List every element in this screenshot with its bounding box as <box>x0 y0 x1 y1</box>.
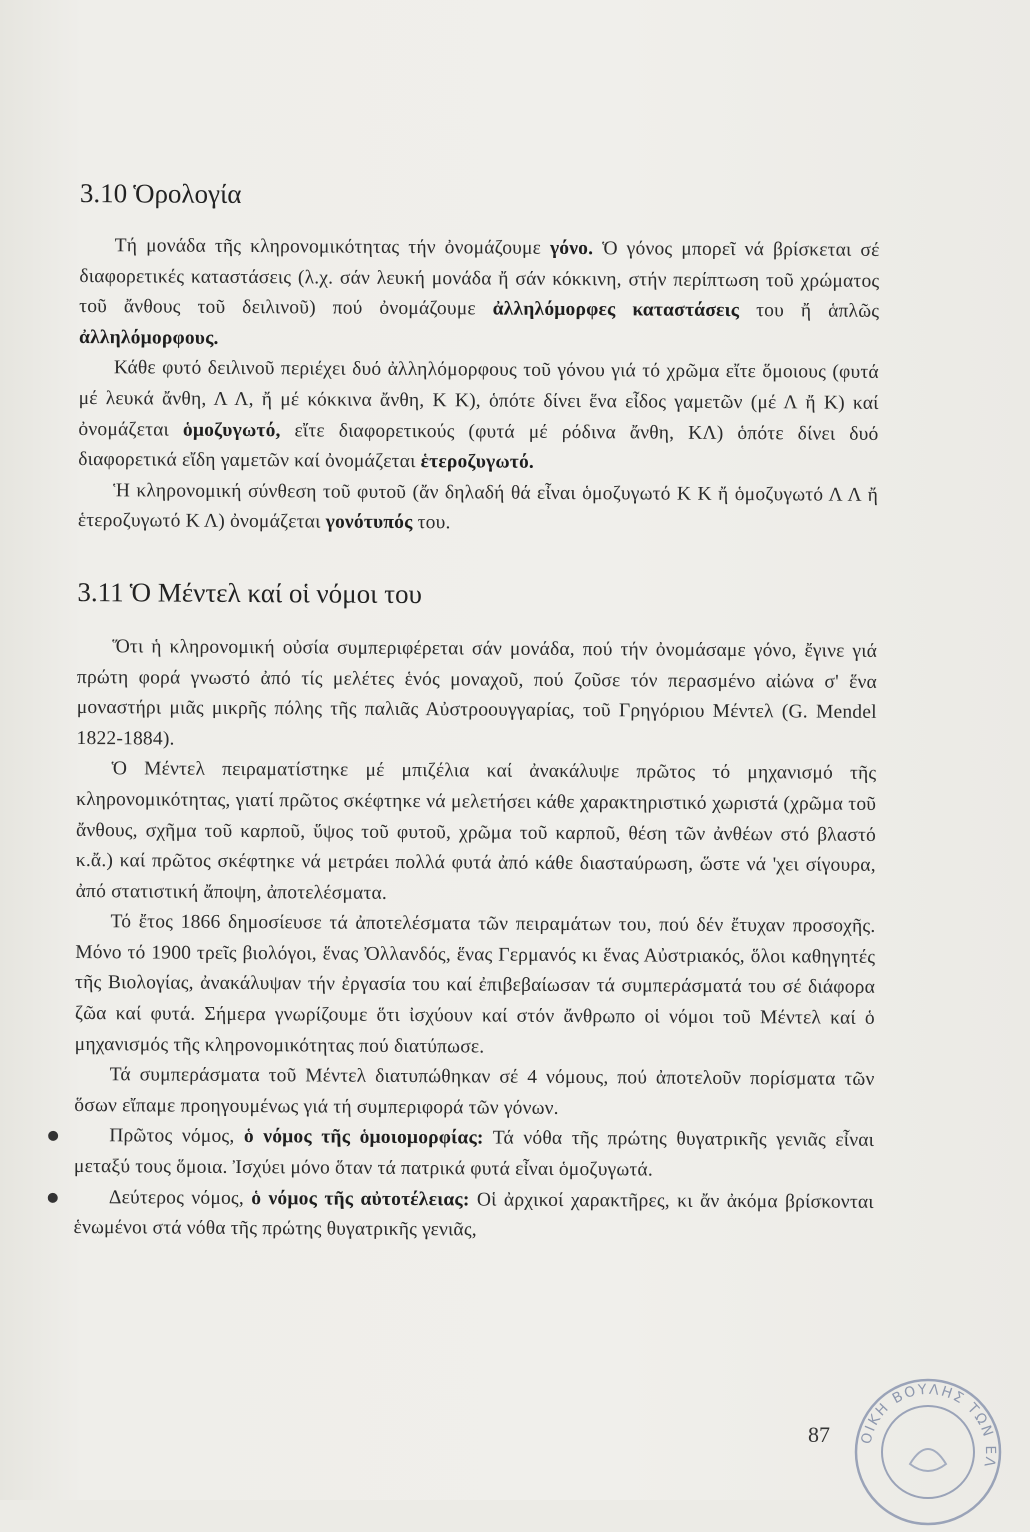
bullet-icon <box>48 1131 58 1141</box>
term-bold: ὁ νόμος τῆς αὐτοτέλειας: <box>251 1188 469 1210</box>
term-bold: γόνο. <box>550 238 593 259</box>
paragraph: Τά συμπεράσματα τοῦ Μέντελ διατυπώθηκαν σέ 4 νόμους, πού ἀποτελοῦν πορίσματα τῶν ὅσων εἴπαμε προηγουμένως γιά τή συμπεριφορά τῶν γόνων. <box>74 1060 874 1126</box>
paragraph <box>79 231 880 358</box>
section-heading-3-11 <box>77 577 877 613</box>
text-run: Κάθε φυτό δειλινοῦ περιέχει δυό ἀλληλόμορφους τοῦ γόνου γιά τό χρῶμα εἴτε ὅμοιους (φυτά μέ λευκά ἄνθη, Λ Λ, ἤ μέ κόκκινα ἄνθη, Κ Κ), ὁπότε δίνει ἕνα εἶδος γαμετῶν (μέ Λ ἤ Κ) καί ὀνομάζεται <box>78 358 878 441</box>
text-run: Ὁ γόνος μπορεῖ νά βρίσκεται σέ διαφορετικές καταστάσεις (λ.χ. σάν λευκή μονάδα ἤ σάν κόκκινη, στήν περίπτωση τοῦ χρώματος τοῦ ἄνθους τοῦ δειλινοῦ) πού ὀνομάζουμε <box>79 238 879 320</box>
term-bold: ἀλληλόμορφους. <box>79 327 219 349</box>
term-bold: γονότυπός <box>326 512 413 534</box>
bullet-icon <box>48 1192 58 1202</box>
text-run: Οἱ ἀρχικοί χαρακτῆρες, κι ἄν ἀκόμα βρίσκονται ἑνωμένοι στά νόθα τῆς πρώτης θυγατρικῆς γενιᾶς, <box>74 1189 874 1241</box>
svg-text:ΟΙΚΗ ΒΟΥΛΗΣ ΤΩΝ ΕΛ <box>858 1382 998 1470</box>
law-2-paragraph <box>73 1183 873 1249</box>
term-bold: ὁμοζυγωτό, <box>183 419 281 441</box>
section-number: 3.10 <box>80 178 127 208</box>
section-heading-3-10 <box>80 178 880 214</box>
law-1-paragraph <box>74 1121 874 1187</box>
page-number: 87 <box>808 1422 830 1448</box>
paragraph <box>78 353 879 480</box>
paragraph: Ὅτι ἡ κληρονομική οὐσία συμπεριφέρεται σάν μονάδα, πού τήν ὀνομάσαμε γόνο, ἔγινε γιά πρώτη φορά γνωστό ἀπό τίς μελέτες ἑνός μοναχοῦ, πού ζοῦσε τόν περασμένο αἰώνα σ' ἕνα μοναστήρι μιᾶς μικρῆς πόλης τῆς παλιᾶς Αὐστροουγγαρίας, τοῦ Γρηγόριου Μέντελ (G. Mendel 1822-1884). <box>76 632 877 759</box>
text-run: εἴτε διαφορετικούς (φυτά μέ ρόδινα ἄνθη, ΚΛ) ὁπότε δίνει δυό διαφορετικά εἴδη γαμετῶν καί ὀνομάζεται <box>78 420 878 472</box>
section-title: Ὁρολογία <box>133 178 241 209</box>
text-run: Τή μονάδα τῆς κληρονομικότητας τήν ὀνομάζουμε <box>115 235 550 259</box>
term-bold: ἀλληλόμορφες καταστάσεις <box>493 299 740 322</box>
paragraph: Ὁ Μέντελ πειραματίστηκε μέ μπιζέλια καί ἀνακάλυψε πρῶτος τό μηχανισμό τῆς κληρονομικότητας, γιατί πρῶτος σκέφτηκε νά μελετήσει κάθε χαρακτηριστικό χωριστά (χρῶμα τοῦ ἄνθους, σχῆμα τοῦ καρποῦ, ὕψος τοῦ φυτοῦ, χρῶμα τοῦ καρποῦ, θέση τῶν ἀνθέων στό βλαστό κ.ἄ.) καί πρῶτος σκέφτηκε νά μετράει πολλά φυτά ἀπό κάθε διασταύρωση, ὥστε νά 'χει σίγουρα, ἀπό στατιστική ἄποψη, ἀποτελέσματα. <box>76 754 877 912</box>
text-run: Πρῶτος νόμος, <box>109 1126 244 1148</box>
paragraph <box>78 476 878 542</box>
text-run: του. <box>413 512 451 533</box>
text-run: Τά νόθα τῆς πρώτης θυγατρικῆς γενιᾶς εἶναι μεταξύ τους ὅμοια. Ἰσχύει μόνο ὅταν τά πατρικά φυτά εἶναι ὁμοζυγωτά. <box>74 1128 874 1181</box>
text-run: του ἤ ἁπλῶς <box>739 300 879 322</box>
stamp-text: ΟΙΚΗ ΒΟΥΛΗΣ ΤΩΝ ΕΛ <box>858 1382 998 1470</box>
term-bold: ἑτεροζυγωτό. <box>421 451 535 473</box>
term-bold: ὁ νόμος τῆς ὁμοιομορφίας: <box>244 1126 484 1148</box>
page-content <box>73 178 879 1249</box>
text-run: Δεύτερος νόμος, <box>109 1187 252 1209</box>
text-run: Ἡ κληρονομική σύνθεση τοῦ φυτοῦ (ἄν δηλαδή θά εἶναι ὁμοζυγωτό Κ Κ ἤ ὁμοζυγωτό Λ Λ ἤ ἑτεροζυγωτό Κ Λ) ὀνομάζεται <box>78 480 878 533</box>
section-title: Ὁ Μέντελ καί οἱ νόμοι του <box>130 577 422 609</box>
paragraph: Τό ἔτος 1866 δημοσίευσε τά ἀποτελέσματα τῶν πειραμάτων του, πού δέν ἔτυχαν προσοχῆς. Μόνο τό 1900 τρεῖς βιολόγοι, ἕνας Ὀλλανδός, ἕνας Γερμανός κι ἕνας Αὐστριακός, ὅλοι καθηγητές τῆς Βιολογίας, ἀνακάλυψαν τήν ἐργασία του καί ἐπιβεβαίωσαν τά συμπεράσματά του σέ διάφορα ζῶα καί φυτά. Σήμερα γνωρίζουμε ὅτι ἰσχύουν καί στόν ἄνθρωπο οἱ νόμοι τοῦ Μέντελ καί ὁ μηχανισμός τῆς κληρονομικότητας πού διατύπωσε. <box>75 907 876 1065</box>
library-stamp-icon <box>848 1372 1008 1532</box>
section-number: 3.11 <box>77 577 123 607</box>
